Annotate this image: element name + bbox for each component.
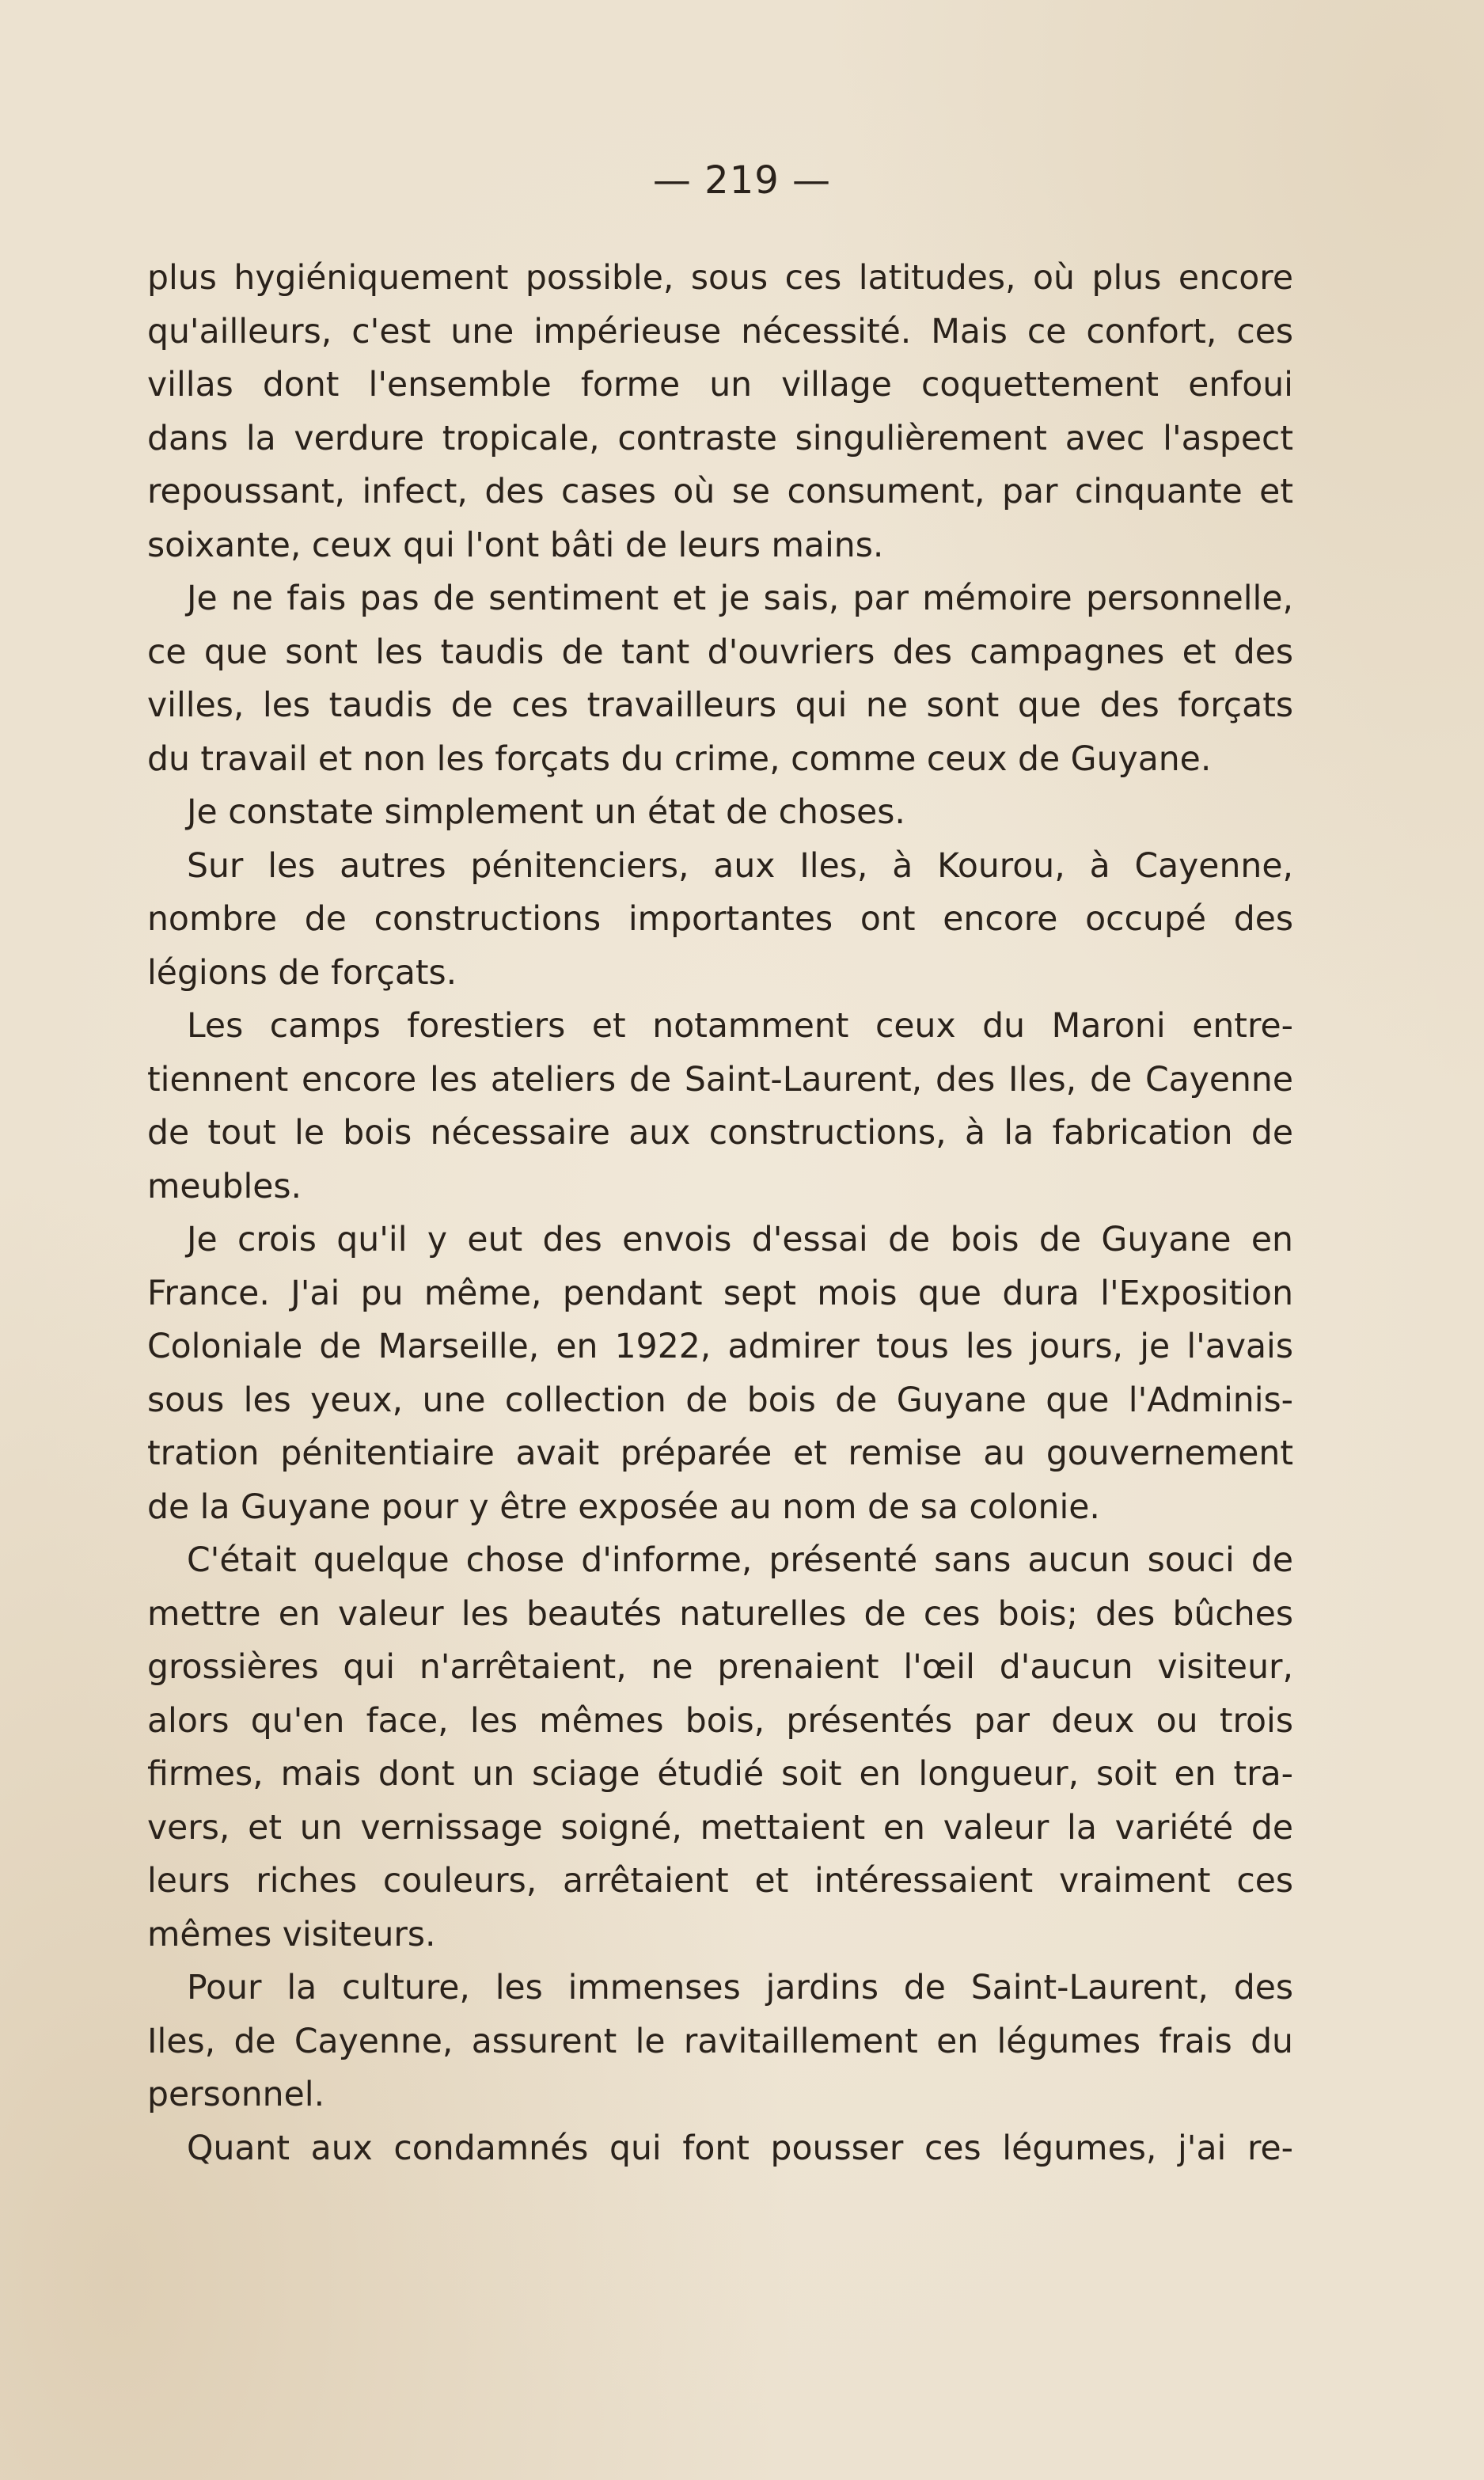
- text-line: Sur les autres pénitenciers, aux Iles, à Kourou, à Cayenne,: [187, 846, 1293, 886]
- body-text: [147, 252, 1293, 2175]
- text-line: C'était quelque chose d'informe, présenté sans aucun souci de: [187, 1541, 1293, 1580]
- text-line: dans la verdure tropicale, contraste singulièrement avec l'aspect: [147, 419, 1293, 458]
- text-line: leurs riches couleurs, arrêtaient et intéressaient vraiment ces: [147, 1862, 1293, 1901]
- text-line: Je constate simplement un état de choses.: [187, 793, 905, 832]
- text-line: ce que sont les taudis de tant d'ouvriers des campagnes et des: [147, 632, 1293, 672]
- text-line: légions de forçats.: [147, 953, 457, 993]
- text-line: grossières qui n'arrêtaient, ne prenaient l'œil d'aucun visiteur,: [147, 1648, 1293, 1687]
- text-line: plus hygiéniquement possible, sous ces latitudes, où plus encore: [147, 259, 1293, 298]
- text-line: Je ne fais pas de sentiment et je sais, par mémoire personnelle,: [187, 579, 1293, 618]
- text-line: Je crois qu'il y eut des envois d'essai de bois de Guyane en: [187, 1221, 1293, 1259]
- text-line: repoussant, infect, des cases où se consument, par cinquante et: [147, 473, 1293, 511]
- text-line: alors qu'en face, les mêmes bois, présentés par deux ou trois: [147, 1701, 1293, 1741]
- text-line: meubles.: [147, 1167, 302, 1206]
- text-line: Iles, de Cayenne, assurent le ravitaillement en légumes frais du: [147, 2022, 1293, 2061]
- text-line: de tout le bois nécessaire aux constructions, à la fabrication de: [147, 1114, 1293, 1153]
- text-line: Coloniale de Marseille, en 1922, admirer tous les jours, je l'avais: [147, 1327, 1293, 1366]
- text-line: villes, les taudis de ces travailleurs qui ne sont que des forçats: [147, 686, 1293, 725]
- text-line: mêmes visiteurs.: [147, 1915, 436, 1954]
- text-line: du travail et non les forçats du crime, comme ceux de Guyane.: [147, 739, 1212, 779]
- text-line: Les camps forestiers et notamment ceux du Maroni entre-: [187, 1007, 1293, 1046]
- text-line: firmes, mais dont un sciage étudié soit en longueur, soit en tra-: [147, 1755, 1293, 1794]
- text-line: vers, et un vernissage soigné, mettaient en valeur la variété de: [147, 1808, 1293, 1848]
- text-line: villas dont l'ensemble forme un village coquettement enfoui: [147, 366, 1293, 404]
- text-line: tration pénitentiaire avait préparée et remise au gouvernement: [147, 1434, 1293, 1473]
- page-number: — 219 —: [652, 158, 832, 203]
- text-line: personnel.: [147, 2076, 325, 2114]
- text-line: nombre de constructions importantes ont encore occupé des: [147, 900, 1293, 939]
- text-line: sous les yeux, une collection de bois de Guyane que l'Adminis-: [147, 1381, 1293, 1420]
- text-line: de la Guyane pour y être exposée au nom de sa colonie.: [147, 1487, 1100, 1527]
- text-line: qu'ailleurs, c'est une impérieuse nécessité. Mais ce confort, ces: [147, 312, 1293, 351]
- text-line: France. J'ai pu même, pendant sept mois que dura l'Exposition: [147, 1274, 1293, 1313]
- text-line: Quant aux condamnés qui font pousser ces légumes, j'ai re-: [187, 2129, 1293, 2168]
- text-line: soixante, ceux qui l'ont bâti de leurs mains.: [147, 526, 884, 565]
- text-line: Pour la culture, les immenses jardins de Saint-Laurent, des: [187, 1969, 1293, 2007]
- text-line: tiennent encore les ateliers de Saint-Laurent, des Iles, de Cayenne: [147, 1060, 1293, 1099]
- text-line: mettre en valeur les beautés naturelles de ces bois; des bûches: [147, 1594, 1293, 1634]
